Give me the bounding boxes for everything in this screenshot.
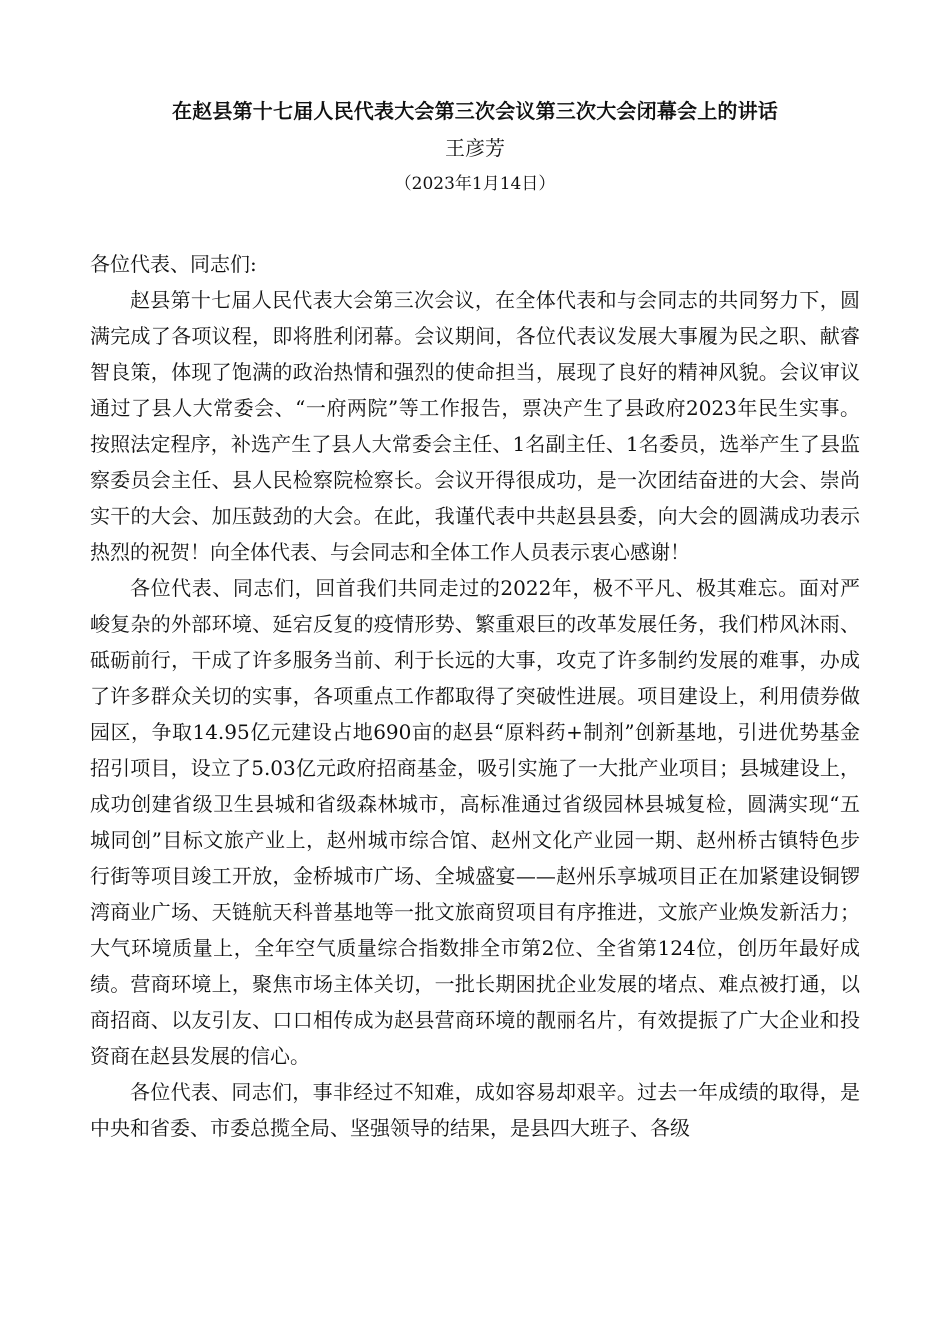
- paragraph-2: 各位代表、同志们，回首我们共同走过的2022年，极不平凡、极其难忘。面对严峻复杂的外部环境、延宕反复的疫情形势、繁重艰巨的改革发展任务，我们栉风沐雨、砥砺前行，干成了许多服务当前、利于长远的大事，攻克了许多制约发展的难事，办成了许多群众关切的实事，各项重点工作都取得了突破性进展。项目建设上，利用债券做园区，争取14.95亿元建设占地690亩的赵县“原料药+制剂”创新基地，引进优势基金招引项目，设立了5.03亿元政府招商基金，吸引实施了一大批产业项目；县城建设上，成功创建省级卫生县城和省级森林城市，高标准通过省级园林县城复检，圆满实现“五城同创”目标文旅产业上，赵州城市综合馆、赵州文化产业园一期、赵州桥古镇特色步行街等项目竣工开放，金桥城市广场、全城盛宴——赵州乐享城项目正在加紧建设铜锣湾商业广场、天链航天科普基地等一批文旅商贸项目有序推进，文旅产业焕发新活力；大气环境质量上，全年空气质量综合指数排全市第2位、全省第124位，创历年最好成绩。营商环境上，聚焦市场主体关切，一批长期困扰企业发展的堵点、难点被打通，以商招商、以友引友、口口相传成为赵县营商环境的靓丽名片，有效提振了广大企业和投资商在赵县发展的信心。: [90, 576, 860, 1068]
- document-author: 王彦芳: [445, 136, 505, 160]
- document-greeting: 各位代表、同志们:: [90, 252, 257, 276]
- document-date: （2023年1月14日）: [394, 174, 556, 194]
- paragraph-1: 赵县第十七届人民代表大会第三次会议，在全体代表和与会同志的共同努力下，圆满完成了各项议程，即将胜利闭幕。会议期间，各位代表议发展大事履为民之职、献睿智良策，体现了饱满的政治热情和强烈的使命担当，展现了良好的精神风貌。会议审议通过了县人大常委会、“一府两院”等工作报告，票决产生了县政府2023年民生实事。按照法定程序，补选产生了县人大常委会主任、1名副主任、1名委员，选举产生了县监察委员会主任、县人民检察院检察长。会议开得很成功，是一次团结奋进的大会、崇尚实干的大会、加压鼓劲的大会。在此，我谨代表中共赵县县委，向大会的圆满成功表示热烈的祝贺！向全体代表、与会同志和全体工作人员表示衷心感谢！: [90, 288, 860, 564]
- document-page: [90, 92, 860, 1146]
- paragraph-3: 各位代表、同志们，事非经过不知难，成如容易却艰辛。过去一年成绩的取得，是中央和省委、市委总揽全局、坚强领导的结果，是县四大班子、各级: [90, 1080, 860, 1140]
- document-title: 在赵县第十七届人民代表大会第三次会议第三次大会闭幕会上的讲话: [172, 99, 778, 123]
